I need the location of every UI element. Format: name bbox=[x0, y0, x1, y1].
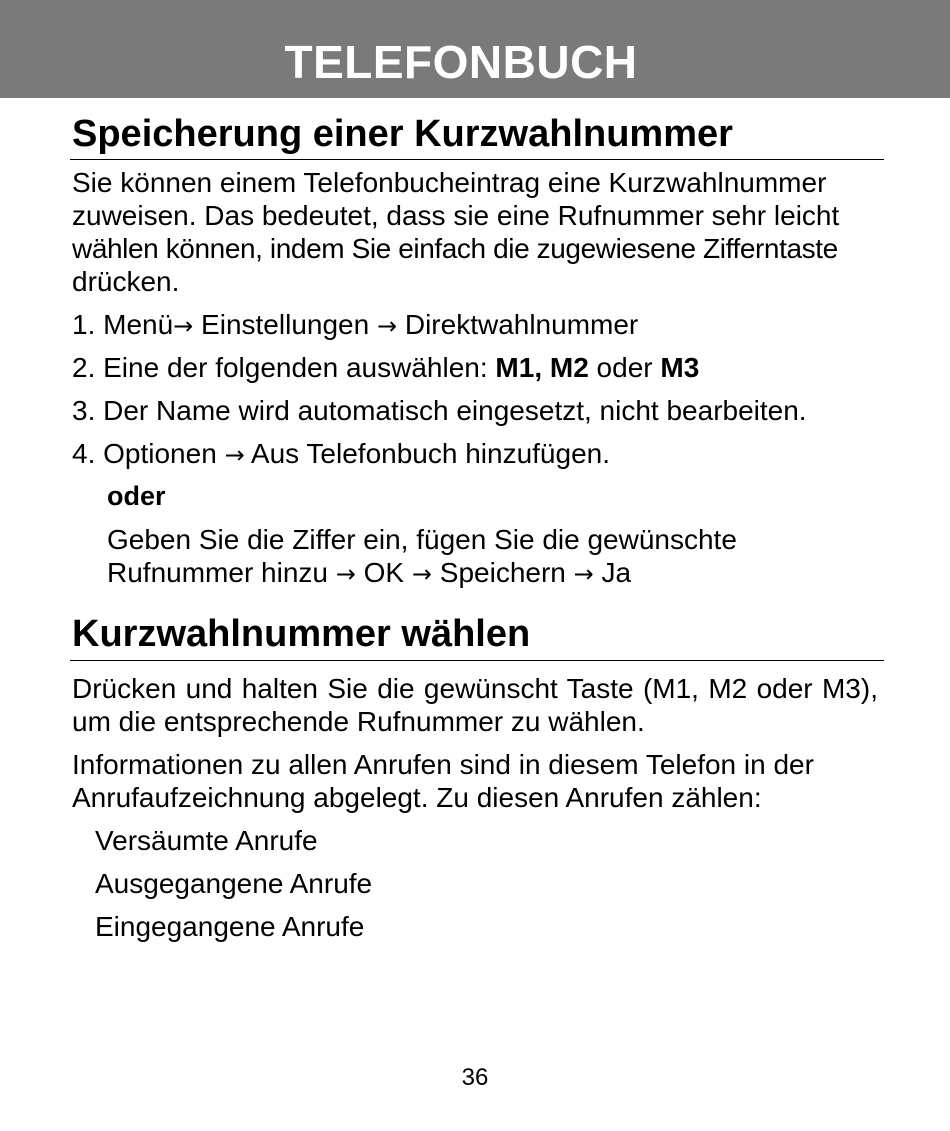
step-1-direktwahl: Direktwahlnummer bbox=[397, 309, 639, 340]
step-2-oder: oder bbox=[588, 352, 661, 383]
section-divider bbox=[70, 660, 884, 661]
page-number: 36 bbox=[461, 1064, 489, 1091]
list-item: Eingegangene Anrufe bbox=[95, 911, 365, 942]
arrow-right-icon: → bbox=[224, 441, 245, 469]
step-1 bbox=[72, 308, 638, 343]
section-title-speicherung: Speicherung einer Kurzwahlnummer bbox=[72, 113, 733, 155]
alt-line-2-speichern: Speichern bbox=[432, 557, 574, 588]
paragraph-informationen: Informationen zu allen Anrufen sind in diesem Telefon in der Anrufaufzeichnung abgelegt. Zu diesen Anrufen zählen: bbox=[72, 749, 814, 813]
arrow-right-icon: → bbox=[335, 560, 356, 588]
alt-line-1: Geben Sie die Ziffer ein, fügen Sie die gewünschte bbox=[107, 524, 737, 555]
header-bar bbox=[0, 0, 950, 98]
step-4-rest: Aus Telefonbuch hinzufügen. bbox=[244, 438, 610, 469]
arrow-right-icon: → bbox=[411, 560, 432, 588]
arrow-right-icon: → bbox=[573, 560, 594, 588]
step-4-prefix: 4. Optionen bbox=[72, 438, 225, 469]
step-2-m3: M3 bbox=[660, 352, 700, 383]
paragraph-druecken: Drücken und halten Sie die gewünscht Taste (M1, M2 oder M3), um die entsprechende Rufnummer zu wählen. bbox=[72, 673, 878, 737]
step-1-einstellungen: Einstellungen bbox=[193, 309, 377, 340]
step-2-m1-m2: M1, M2 bbox=[495, 352, 589, 383]
page-header-title: TELEFONBUCH bbox=[284, 36, 638, 88]
arrow-right-icon: → bbox=[376, 312, 398, 340]
step-4 bbox=[72, 437, 610, 472]
intro-line-1: Sie können einem Telefonbucheintrag eine Kurzwahlnummer bbox=[72, 167, 827, 198]
alt-line-2-ja: Ja bbox=[593, 557, 632, 588]
intro-line-3: wählen können, indem Sie einfach die zugewiesene Zifferntaste bbox=[72, 233, 838, 264]
intro-line-2: zuweisen. Das bedeutet, dass sie eine Rufnummer sehr leicht bbox=[72, 200, 840, 231]
alt-line-2-ok: OK bbox=[355, 557, 412, 588]
alt-line-2 bbox=[107, 556, 631, 591]
list-item: Ausgegangene Anrufe bbox=[95, 868, 373, 899]
intro-line-4: drücken. bbox=[72, 266, 180, 297]
alt-label-oder: oder bbox=[107, 481, 166, 511]
step-1-prefix: 1. Menü bbox=[72, 309, 174, 340]
list-item: Versäumte Anrufe bbox=[95, 825, 318, 856]
arrow-right-icon: → bbox=[173, 312, 194, 340]
step-2 bbox=[72, 351, 699, 384]
section-divider bbox=[70, 159, 884, 160]
step-3: 3. Der Name wird automatisch eingesetzt, nicht bearbeiten. bbox=[72, 395, 807, 426]
alt-line-2-a: Rufnummer hinzu bbox=[107, 557, 336, 588]
step-2-prefix: 2. Eine der folgenden auswählen: bbox=[72, 352, 496, 383]
section-title-kurzwahl-waehlen: Kurzwahlnummer wählen bbox=[72, 613, 531, 655]
